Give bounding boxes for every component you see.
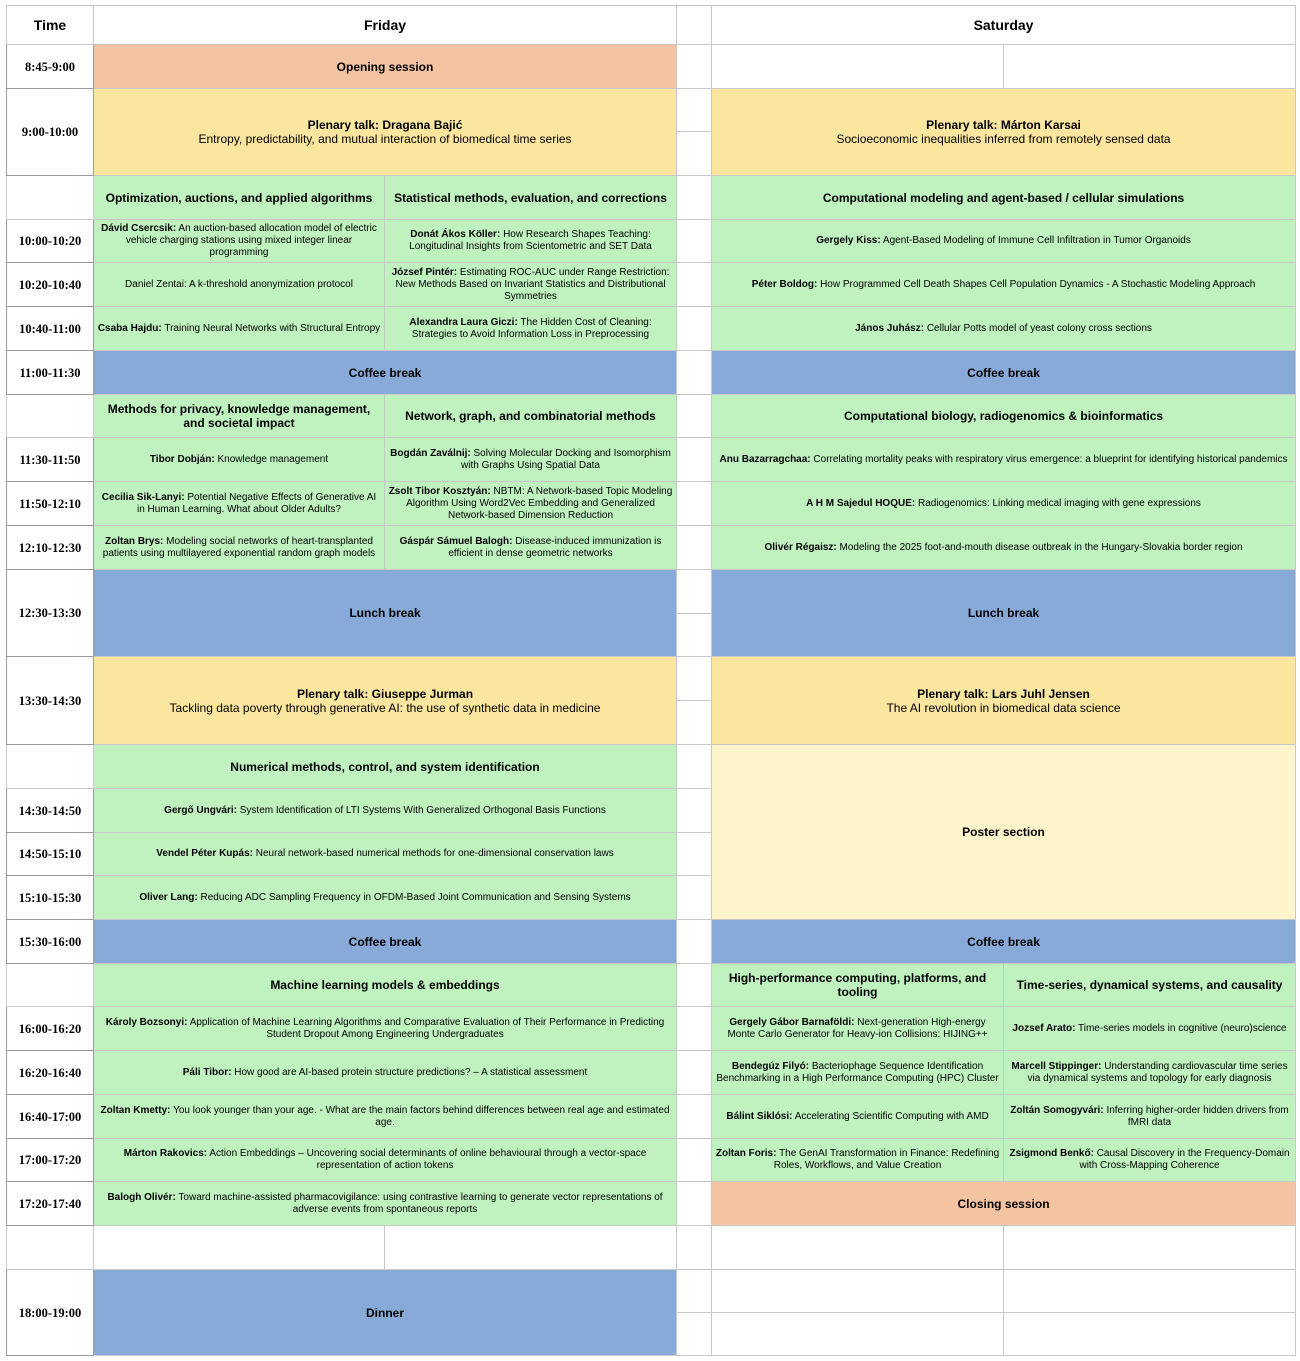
- talk-title: Knowledge management: [217, 453, 329, 465]
- spacer-cell: [677, 920, 712, 964]
- empty-cell: [712, 45, 1004, 89]
- empty-cell: [712, 1270, 1004, 1313]
- talk-title: Time-series models in cognitive (neuro)science: [1078, 1022, 1287, 1034]
- talk-author: Gáspár Sámuel Balogh:: [399, 535, 513, 547]
- talk-cell: [712, 526, 1296, 570]
- talk-title: System Identification of LTI Systems With Generalized Orthogonal Basis Functions: [239, 804, 606, 816]
- spacer-cell: [677, 307, 712, 351]
- talk-cell: [94, 1095, 677, 1139]
- session-header: Computational modeling and agent-based / cellular simulations: [712, 176, 1296, 220]
- talk-title: The GenAI Transformation in Finance: Redefining Roles, Workflows, and Value Creation: [773, 1148, 1000, 1171]
- coffee-break: Coffee break: [94, 351, 677, 395]
- session-header: Computational biology, radiogenomics & bioinformatics: [712, 395, 1296, 438]
- talk-title: Reducing ADC Sampling Frequency in OFDM-Based Joint Communication and Sensing Systems: [200, 891, 631, 903]
- spacer-cell: [677, 570, 712, 614]
- talk-title: How Research Shapes Teaching: Longitudinal Insights from Scientometric and SET Data: [409, 229, 652, 252]
- talk-cell: [712, 1139, 1004, 1182]
- talk-cell: [94, 482, 385, 526]
- talk-author: Márton Rakovics:: [123, 1148, 208, 1159]
- talk-title: Estimating ROC-AUC under Range Restriction: New Methods Based on Invariant Statistics and Distributional Symmetries: [395, 266, 670, 302]
- time-slot: 17:20-17:40: [7, 1182, 94, 1226]
- session-header: Numerical methods, control, and system identification: [94, 745, 677, 789]
- time-slot: 17:00-17:20: [7, 1139, 94, 1182]
- talk-author: Gergő Ungvári:: [164, 804, 237, 816]
- talk-cell: [94, 876, 677, 920]
- time-slot: 9:00-10:00: [7, 89, 94, 176]
- time-slot: 10:40-11:00: [7, 307, 94, 351]
- spacer-cell: [677, 263, 712, 307]
- spacer-cell: [677, 964, 712, 1007]
- time-slot: 18:00-19:00: [7, 1270, 94, 1356]
- talk-title: Toward machine-assisted pharmacovigilance: using contrastive learning to generate vector representations of adverse events from spontaneous reports: [178, 1191, 663, 1215]
- talk-cell: [1004, 1139, 1296, 1182]
- talk-title: Understanding cardiovascular time series via dynamical systems and topology for early diagnosis: [1027, 1060, 1288, 1084]
- talk-title: Training Neural Networks with Structural Entropy: [164, 322, 381, 334]
- poster-section: Poster section: [712, 745, 1296, 920]
- talk-author: Donát Ákos Köller:: [410, 229, 501, 240]
- talk-cell: [385, 307, 677, 351]
- talk-cell: [712, 220, 1296, 263]
- time-slot: 12:10-12:30: [7, 526, 94, 570]
- time-column-header: Time: [7, 6, 94, 45]
- talk-author: Olivér Régaisz:: [764, 541, 837, 553]
- talk-title: The Hidden Cost of Cleaning: Strategies to Avoid Information Loss in Preprocessing: [411, 316, 652, 340]
- talk-title: An auction-based allocation model of electric vehicle charging stations using mixed integer linear programming: [125, 223, 377, 258]
- session-header: Methods for privacy, knowledge management, and societal impact: [94, 395, 385, 438]
- talk-title: How good are AI-based protein structure predictions? – A statistical assessment: [234, 1066, 588, 1078]
- talk-author: Jozsef Arato:: [1012, 1022, 1076, 1034]
- spacer-cell: [677, 89, 712, 132]
- time-slot: 12:30-13:30: [7, 570, 94, 657]
- talk-cell: [712, 307, 1296, 351]
- talk-author: Zoltan Brys:: [105, 535, 164, 547]
- talk-author: Oliver Lang:: [139, 891, 198, 903]
- session-header: Statistical methods, evaluation, and corrections: [385, 176, 677, 220]
- empty-time-cell: [7, 964, 94, 1007]
- talk-author: Balogh Olivér:: [107, 1191, 176, 1203]
- talk-author: Károly Bozsonyi:: [105, 1016, 188, 1028]
- session-header: Machine learning models & embeddings: [94, 964, 677, 1007]
- spacer-cell: [677, 614, 712, 657]
- spacer-cell: [677, 657, 712, 701]
- spacer-cell: [677, 789, 712, 833]
- talk-title: Correlating mortality peaks with respiratory virus emergence: a blueprint for identifying historical pandemics: [813, 453, 1288, 465]
- spacer-cell: [677, 482, 712, 526]
- plenary-talk-saturday-morning: [712, 89, 1296, 176]
- talk-title: Bacteriophage Sequence Identification Benchmarking in a High Performance Computing (HPC) Cluster: [716, 1060, 999, 1084]
- talk-cell: [94, 307, 385, 351]
- spacer-cell: [677, 6, 712, 45]
- time-slot: 14:30-14:50: [7, 789, 94, 833]
- spacer-cell: [677, 45, 712, 89]
- talk-author: Marcell Stippinger:: [1011, 1060, 1102, 1072]
- spacer-cell: [677, 1051, 712, 1095]
- closing-session: Closing session: [712, 1182, 1296, 1226]
- talk-author: Bogdán Zaválnij:: [390, 447, 471, 459]
- talk-cell: [1004, 1007, 1296, 1051]
- time-slot: 14:50-15:10: [7, 833, 94, 876]
- talk-title: Modeling the 2025 foot-and-mouth disease outbreak in the Hungary-Slovakia border region: [839, 541, 1243, 553]
- talk-author: Dávid Csercsik:: [101, 223, 177, 234]
- talk-cell: [385, 482, 677, 526]
- saturday-header: Saturday: [712, 6, 1296, 45]
- talk-author: Péter Boldog:: [751, 278, 818, 290]
- talk-title: Accelerating Scientific Computing with AMD: [794, 1110, 989, 1122]
- spacer-cell: [677, 876, 712, 920]
- talk-author: Zoltan Foris:: [715, 1148, 777, 1159]
- talk-title: Agent-Based Modeling of Immune Cell Infiltration in Tumor Organoids: [882, 235, 1191, 246]
- talk-cell: [94, 1182, 677, 1226]
- empty-time-cell: [7, 745, 94, 789]
- talk-cell: [385, 220, 677, 263]
- spacer-cell: [677, 220, 712, 263]
- time-slot: 15:10-15:30: [7, 876, 94, 920]
- time-slot: 15:30-16:00: [7, 920, 94, 964]
- talk-title: Daniel Zentai: A k-threshold anonymization protocol: [125, 278, 353, 290]
- talk-author: Zoltan Kmetty:: [100, 1104, 171, 1116]
- plenary-talk-saturday-afternoon: [712, 657, 1296, 745]
- spacer-cell: [677, 701, 712, 745]
- time-slot: 11:50-12:10: [7, 482, 94, 526]
- spacer-cell: [677, 351, 712, 395]
- talk-cell: [94, 833, 677, 876]
- coffee-break: Coffee break: [712, 351, 1296, 395]
- talk-title: Solving Molecular Docking and Isomorphism with Graphs Using Spatial Data: [461, 447, 671, 471]
- time-slot: 16:40-17:00: [7, 1095, 94, 1139]
- talk-cell: [94, 220, 385, 263]
- talk-title: Cellular Potts model of yeast colony cross sections: [926, 322, 1152, 334]
- talk-author: Cecilia Sik-Lanyi:: [101, 491, 185, 503]
- spacer-cell: [677, 833, 712, 876]
- plenary-subtitle: Socioeconomic inequalities inferred from remotely sensed data: [836, 132, 1171, 146]
- plenary-talk-friday-morning: [94, 89, 677, 176]
- talk-author: Zsolt Tibor Kosztyán:: [388, 485, 491, 497]
- spacer-cell: [677, 1270, 712, 1313]
- talk-author: A H M Sajedul HOQUE:: [806, 497, 916, 509]
- talk-title: Next-generation High-energy Monte Carlo Generator for Heavy-ion Collisions: HIJING++: [727, 1016, 988, 1040]
- talk-author: Vendel Péter Kupás:: [156, 848, 253, 859]
- talk-author: József Pintér:: [391, 266, 458, 278]
- talk-author: Alexandra Laura Giczi:: [409, 316, 518, 328]
- plenary-title: Plenary talk: Giuseppe Jurman: [296, 686, 474, 701]
- talk-author: Bendegúz Filyó:: [731, 1060, 810, 1072]
- talk-cell: [1004, 1051, 1296, 1095]
- spacer-cell: [677, 438, 712, 482]
- time-slot: 10:00-10:20: [7, 220, 94, 263]
- talk-title: Application of Machine Learning Algorithms and Comparative Evaluation of Their Performance in Predicting Student Dropout Among Engineering Undergraduates: [189, 1016, 665, 1040]
- spacer-cell: [677, 526, 712, 570]
- talk-cell: [385, 438, 677, 482]
- spacer-cell: [677, 1226, 712, 1270]
- talk-author: Csaba Hajdu:: [97, 322, 162, 334]
- time-slot: 10:20-10:40: [7, 263, 94, 307]
- time-slot: 11:00-11:30: [7, 351, 94, 395]
- lunch-break: Lunch break: [712, 570, 1296, 657]
- time-slot: 16:20-16:40: [7, 1051, 94, 1095]
- spacer-cell: [677, 745, 712, 789]
- friday-header: Friday: [94, 6, 677, 45]
- spacer-cell: [677, 1139, 712, 1182]
- spacer-cell: [677, 1313, 712, 1356]
- spacer-cell: [677, 1182, 712, 1226]
- empty-time-cell: [7, 1226, 94, 1270]
- empty-cell: [385, 1226, 677, 1270]
- spacer-cell: [677, 1095, 712, 1139]
- talk-author: Zoltán Somogyvári:: [1010, 1104, 1104, 1116]
- empty-cell: [712, 1313, 1004, 1356]
- talk-cell: [94, 263, 385, 307]
- time-slot: 13:30-14:30: [7, 657, 94, 745]
- talk-author: Tibor Dobján:: [149, 453, 215, 465]
- dinner: Dinner: [94, 1270, 677, 1356]
- session-header: High-performance computing, platforms, and tooling: [712, 964, 1004, 1007]
- talk-cell: [712, 482, 1296, 526]
- empty-cell: [1004, 1270, 1296, 1313]
- empty-cell: [712, 1226, 1004, 1270]
- session-header: Optimization, auctions, and applied algorithms: [94, 176, 385, 220]
- spacer-cell: [677, 1007, 712, 1051]
- talk-cell: [712, 438, 1296, 482]
- talk-author: Anu Bazarragchaa:: [719, 453, 811, 465]
- talk-title: Causal Discovery in the Frequency-Domain with Cross-Mapping Coherence: [1079, 1148, 1290, 1171]
- talk-author: Gergely Gábor Barnaföldi:: [729, 1016, 855, 1028]
- talk-cell: [712, 1051, 1004, 1095]
- talk-cell: [712, 263, 1296, 307]
- plenary-subtitle: Entropy, predictability, and mutual interaction of biomedical time series: [198, 132, 572, 146]
- talk-author: Gergely Kiss:: [816, 235, 881, 246]
- talk-cell: [94, 526, 385, 570]
- talk-author: Zsigmond Benkő:: [1009, 1148, 1094, 1159]
- spacer-cell: [677, 176, 712, 220]
- talk-cell: [94, 1051, 677, 1095]
- time-slot: 11:30-11:50: [7, 438, 94, 482]
- talk-title: Radiogenomics: Linking medical imaging with gene expressions: [917, 497, 1201, 509]
- talk-cell: [94, 789, 677, 833]
- talk-cell: [385, 263, 677, 307]
- conference-schedule-table: [6, 5, 1296, 1356]
- empty-cell: [1004, 45, 1296, 89]
- plenary-title: Plenary talk: Dragana Bajić: [307, 118, 463, 132]
- talk-cell: [1004, 1095, 1296, 1139]
- talk-title: How Programmed Cell Death Shapes Cell Population Dynamics - A Stochastic Modeling Approach: [820, 278, 1256, 290]
- coffee-break: Coffee break: [712, 920, 1296, 964]
- empty-cell: [1004, 1313, 1296, 1356]
- plenary-subtitle: Tackling data poverty through generative AI: the use of synthetic data in medicine: [169, 700, 601, 715]
- talk-author: Bálint Siklósi:: [726, 1110, 793, 1122]
- talk-cell: [712, 1007, 1004, 1051]
- lunch-break: Lunch break: [94, 570, 677, 657]
- empty-cell: [1004, 1226, 1296, 1270]
- spacer-cell: [677, 395, 712, 438]
- talk-title: NBTM: A Network-based Topic Modeling Algorithm Using Word2Vec Embedding and Generalized Network-based Dimension Reduction: [406, 485, 673, 521]
- time-slot: 8:45-9:00: [7, 45, 94, 89]
- talk-cell: [94, 438, 385, 482]
- talk-title: Disease-induced immunization is efficient in dense geometric networks: [448, 535, 662, 559]
- talk-cell: [94, 1007, 677, 1051]
- spacer-cell: [677, 132, 712, 176]
- talk-author: János Juhász:: [855, 322, 925, 334]
- empty-time-cell: [7, 176, 94, 220]
- talk-cell: [712, 1095, 1004, 1139]
- session-header: Network, graph, and combinatorial methods: [385, 395, 677, 438]
- talk-title: Neural network-based numerical methods for one-dimensional conservation laws: [255, 848, 614, 859]
- talk-title: Potential Negative Effects of Generative AI in Human Learning. What about Older Adults?: [136, 491, 377, 515]
- plenary-title: Plenary talk: Lars Juhl Jensen: [917, 686, 1090, 701]
- session-header: Time-series, dynamical systems, and causality: [1004, 964, 1296, 1007]
- plenary-talk-friday-afternoon: [94, 657, 677, 745]
- empty-cell: [94, 1226, 385, 1270]
- talk-cell: [385, 526, 677, 570]
- opening-session: Opening session: [94, 45, 677, 89]
- talk-title: Inferring higher-order hidden drivers from fMRI data: [1106, 1104, 1289, 1128]
- time-slot: 16:00-16:20: [7, 1007, 94, 1051]
- talk-title: You look younger than your age. - What are the main factors behind differences between real age and estimated age.: [173, 1104, 670, 1128]
- talk-author: Páli Tibor:: [182, 1066, 232, 1078]
- talk-title: Action Embeddings – Uncovering social determinants of online behavioural through a vector-space representation of action tokens: [209, 1148, 647, 1171]
- plenary-title: Plenary talk: Márton Karsai: [926, 118, 1081, 132]
- empty-time-cell: [7, 395, 94, 438]
- talk-cell: [94, 1139, 677, 1182]
- coffee-break: Coffee break: [94, 920, 677, 964]
- plenary-subtitle: The AI revolution in biomedical data science: [886, 700, 1121, 715]
- talk-title: Modeling social networks of heart-transplanted patients using multilayered exponential random graph models: [102, 535, 376, 559]
